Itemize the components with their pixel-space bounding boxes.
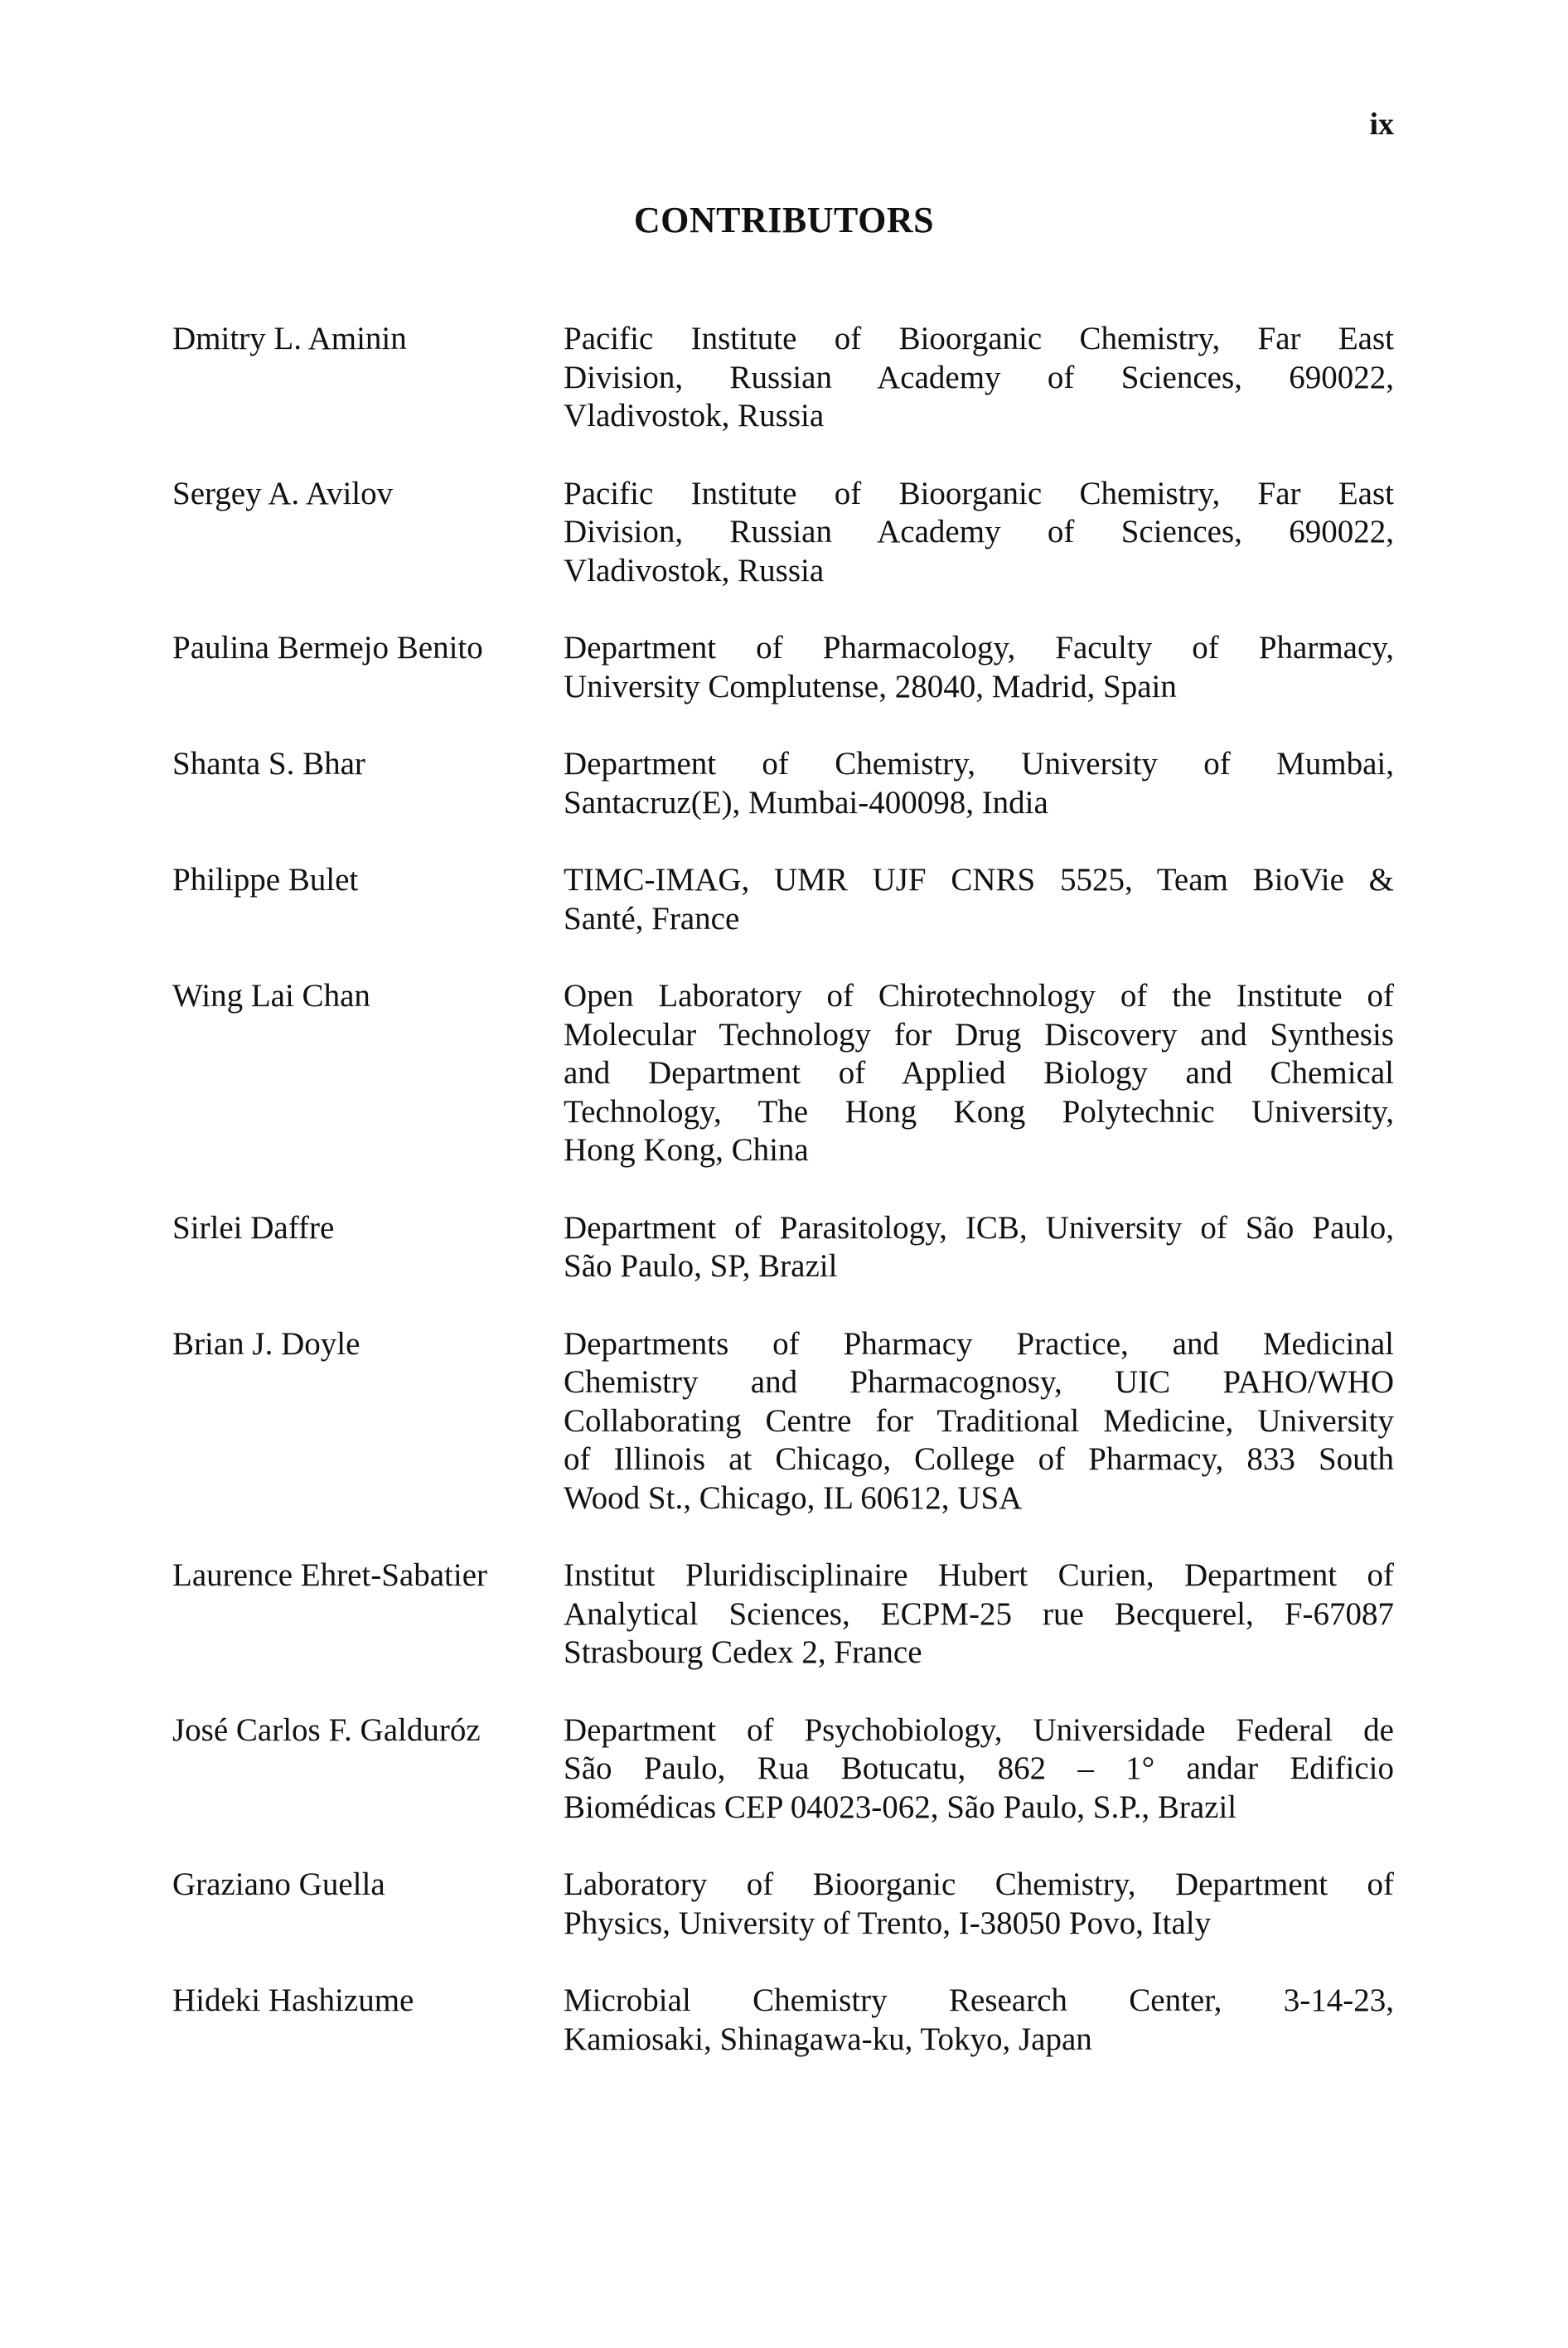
affiliation-line: Department of Chemistry, University of Mumbai,	[564, 746, 1394, 782]
contributor-affiliation	[564, 1556, 1394, 1673]
affiliation-line: of Illinois at Chicago, College of Pharmacy, 833 South	[564, 1441, 1394, 1477]
affiliation-line: Department of Parasitology, ICB, University of São Paulo,	[564, 1209, 1394, 1246]
entry-spacer	[172, 1170, 1394, 1209]
affiliation-line: Chemistry and Pharmacognosy, UIC PAHO/WHO	[564, 1364, 1394, 1400]
affiliation-line: Santacruz(E), Mumbai-400098, India	[564, 784, 1048, 821]
contributor-name: Brian J. Doyle	[172, 1325, 361, 1362]
contributor-name: Graziano Guella	[172, 1866, 385, 1902]
entry-spacer	[172, 590, 1394, 629]
affiliation-line: Division, Russian Academy of Sciences, 690022,	[564, 359, 1394, 395]
affiliation-line: Kamiosaki, Shinagawa-ku, Tokyo, Japan	[564, 2021, 1092, 2057]
contributor-name: Paulina Bermejo Benito	[172, 630, 483, 666]
affiliation-line: Strasbourg Cedex 2, France	[564, 1634, 922, 1670]
contributor-affiliation	[564, 1982, 1394, 2059]
contributor-affiliation	[564, 475, 1394, 591]
contributor-affiliation	[564, 861, 1394, 938]
contributor-entry	[172, 1325, 1394, 1518]
entry-spacer	[172, 1518, 1394, 1556]
affiliation-line: Laboratory of Bioorganic Chemistry, Department of	[564, 1866, 1394, 1902]
affiliation-line: Molecular Technology for Drug Discovery and Synthesis	[564, 1016, 1394, 1053]
contributor-entry	[172, 861, 1394, 938]
contributor-name: Shanta S. Bhar	[172, 746, 365, 782]
contributor-name: Sergey A. Avilov	[172, 475, 394, 511]
contributor-affiliation	[564, 1209, 1394, 1286]
entry-spacer	[172, 822, 1394, 861]
contributor-entry	[172, 1556, 1394, 1673]
contributor-name: Laurence Ehret-Sabatier	[172, 1557, 488, 1593]
affiliation-line: Physics, University of Trento, I-38050 Povo, Italy	[564, 1905, 1212, 1941]
affiliation-line: TIMC-IMAG, UMR UJF CNRS 5525, Team BioVie &	[564, 862, 1394, 898]
affiliation-line: Collaborating Centre for Traditional Medicine, University	[564, 1402, 1394, 1439]
contributor-entry	[172, 977, 1394, 1170]
affiliation-line: São Paulo, SP, Brazil	[564, 1248, 838, 1284]
contributor-affiliation	[564, 320, 1394, 436]
contributor-entry	[172, 475, 1394, 591]
affiliation-line: Microbial Chemistry Research Center, 3-14-23,	[564, 1982, 1394, 2018]
contributor-entry	[172, 629, 1394, 706]
contributor-entry	[172, 1982, 1394, 2059]
contributor-name: Sirlei Daffre	[172, 1209, 335, 1246]
affiliation-line: Division, Russian Academy of Sciences, 690022,	[564, 514, 1394, 549]
affiliation-line: São Paulo, Rua Botucatu, 862 – 1° andar Edificio	[564, 1750, 1394, 1786]
contributor-name: Wing Lai Chan	[172, 978, 370, 1014]
contributor-name: Dmitry L. Aminin	[172, 321, 407, 356]
contributor-affiliation	[564, 745, 1394, 822]
page-title: CONTRIBUTORS	[633, 200, 935, 240]
affiliation-line: and Department of Applied Biology and Chemical	[564, 1055, 1394, 1091]
contributor-affiliation	[564, 1866, 1394, 1943]
contributor-name: Hideki Hashizume	[172, 1982, 414, 2018]
entry-spacer	[172, 1673, 1394, 1711]
affiliation-line: Department of Psychobiology, Universidade Federal de	[564, 1711, 1394, 1748]
contributor-entry	[172, 1711, 1394, 1828]
entry-spacer	[172, 436, 1394, 475]
contributor-affiliation	[564, 1711, 1394, 1828]
affiliation-line: Departments of Pharmacy Practice, and Medicinal	[564, 1325, 1394, 1362]
affiliation-line: Institut Pluridisciplinaire Hubert Curien, Department of	[564, 1557, 1394, 1593]
contributor-affiliation	[564, 1325, 1394, 1518]
entry-spacer	[172, 1286, 1394, 1325]
affiliation-line: University Complutense, 28040, Madrid, Spain	[564, 668, 1177, 704]
entry-spacer	[172, 1827, 1394, 1866]
contributor-entry	[172, 320, 1394, 436]
affiliation-line: Pacific Institute of Bioorganic Chemistry, Far East	[564, 475, 1394, 511]
contributor-affiliation	[564, 977, 1394, 1170]
affiliation-line: Analytical Sciences, ECPM-25 rue Becquerel, F-67087	[564, 1595, 1394, 1632]
entry-spacer	[172, 706, 1394, 745]
contributor-entry	[172, 1866, 1394, 1943]
contributor-entry	[172, 1209, 1394, 1286]
contributor-name: Philippe Bulet	[172, 862, 359, 898]
affiliation-line: Open Laboratory of Chirotechnology of the Institute of	[564, 978, 1394, 1014]
entry-spacer	[172, 938, 1394, 977]
contributor-affiliation	[564, 629, 1394, 706]
contributor-name: José Carlos F. Galduróz	[172, 1711, 481, 1748]
page-number: ix	[1369, 107, 1394, 142]
affiliation-line: Santé, France	[564, 900, 740, 937]
affiliation-line: Hong Kong, China	[564, 1132, 809, 1168]
contributor-entry	[172, 745, 1394, 822]
affiliation-line: Wood St., Chicago, IL 60612, USA	[564, 1479, 1023, 1516]
entry-spacer	[172, 1943, 1394, 1982]
contributors-list	[172, 320, 1394, 2059]
affiliation-line: Pacific Institute of Bioorganic Chemistry, Far East	[564, 321, 1394, 356]
affiliation-line: Department of Pharmacology, Faculty of Pharmacy,	[564, 630, 1394, 666]
affiliation-line: Vladivostok, Russia	[564, 552, 825, 588]
affiliation-line: Biomédicas CEP 04023-062, São Paulo, S.P., Brazil	[564, 1789, 1237, 1825]
affiliation-line: Vladivostok, Russia	[564, 398, 825, 433]
affiliation-line: Technology, The Hong Kong Polytechnic University,	[564, 1093, 1394, 1130]
